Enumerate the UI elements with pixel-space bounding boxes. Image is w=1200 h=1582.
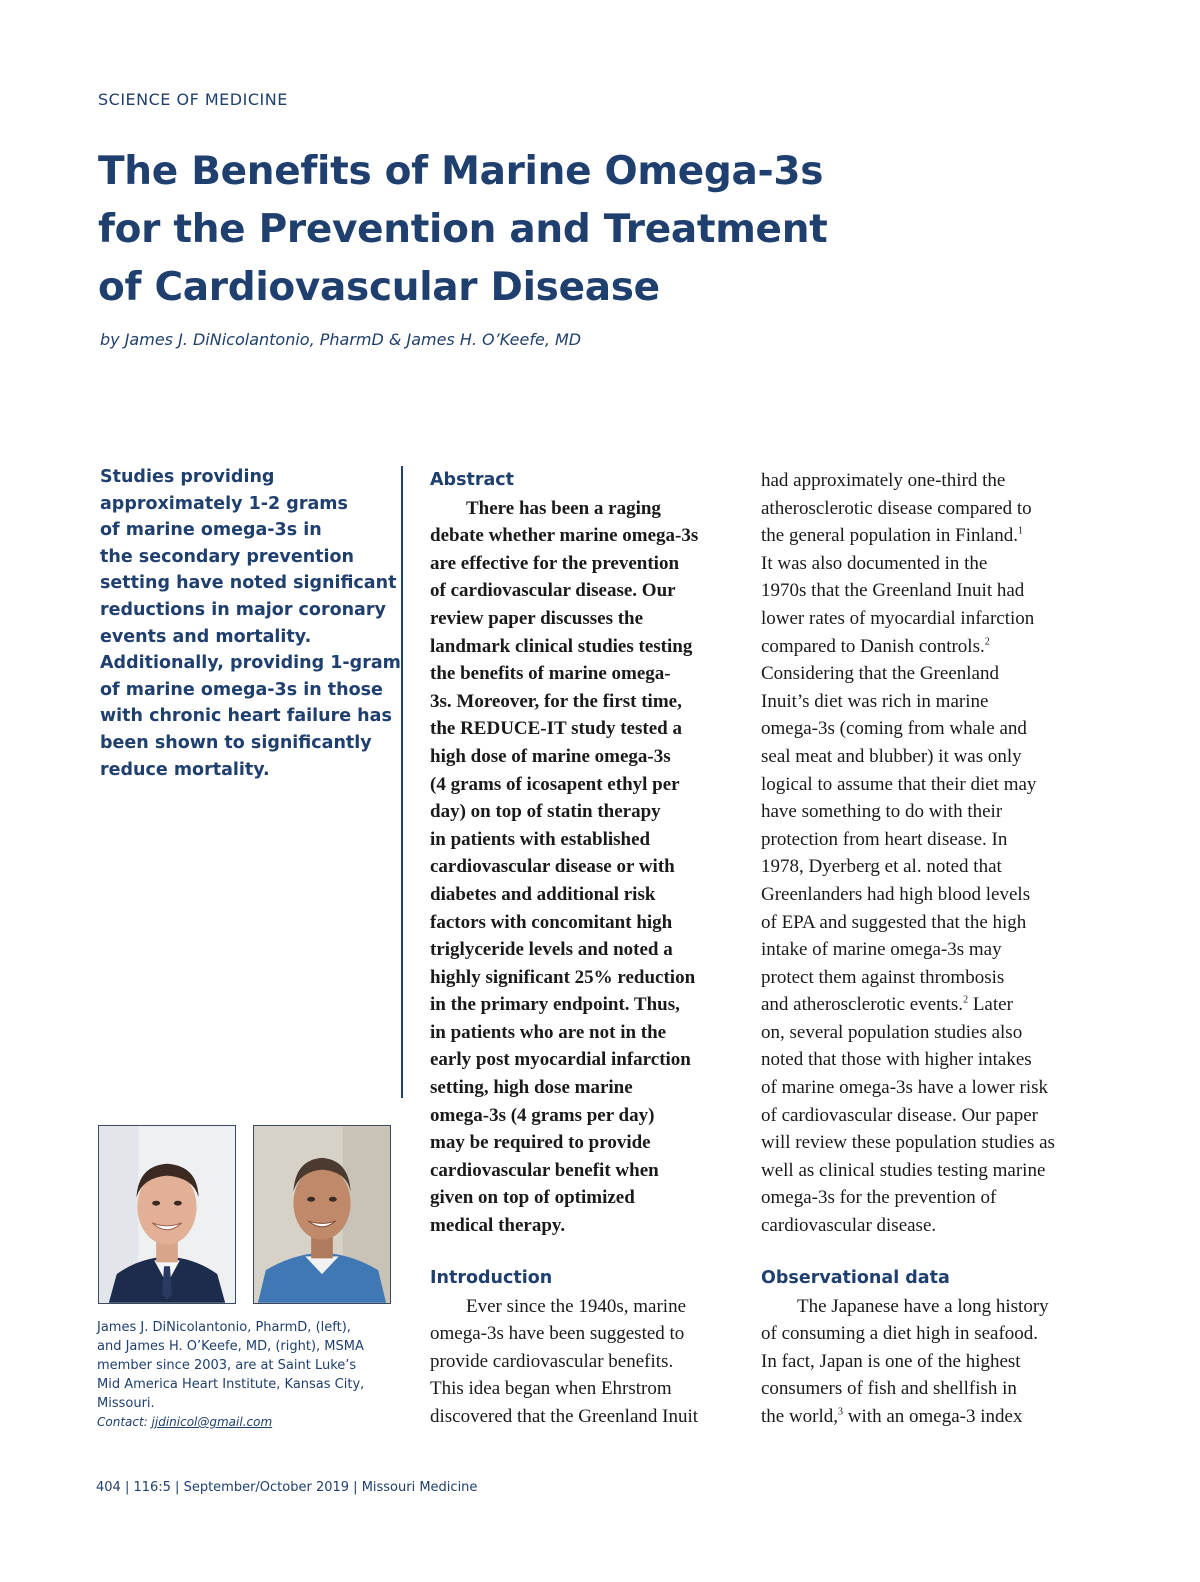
body-line: It was also documented in the bbox=[761, 552, 988, 574]
abstract-line: high dose of marine omega-3s bbox=[430, 745, 671, 767]
photo-caption bbox=[97, 1318, 387, 1432]
body-line: omega-3s for the prevention of bbox=[761, 1187, 997, 1209]
abstract-heading: Abstract bbox=[430, 470, 515, 490]
author-portrait-left bbox=[99, 1126, 235, 1303]
body-line: lower rates of myocardial infarction bbox=[761, 607, 1035, 629]
pull-quote-line: with chronic heart failure has bbox=[100, 706, 392, 727]
pull-quote-line: approximately 1-2 grams bbox=[100, 493, 348, 514]
body-line bbox=[761, 1403, 1081, 1431]
page-footer: 404 | 116:5 | September/October 2019 | Missouri Medicine bbox=[96, 1480, 478, 1495]
author-photo-right bbox=[253, 1125, 391, 1304]
article-title bbox=[98, 143, 858, 317]
body-text: the general population in Finland. bbox=[761, 525, 1018, 547]
body-text: with an omega-3 index bbox=[843, 1405, 1023, 1427]
body-text: and atherosclerotic events. bbox=[761, 994, 964, 1016]
body-line: will review these population studies as bbox=[761, 1132, 1055, 1154]
body-line: The Japanese have a long history bbox=[797, 1295, 1049, 1317]
body-line: consumers of fish and shellfish in bbox=[761, 1378, 1017, 1400]
observational-section bbox=[761, 1265, 1081, 1431]
abstract-line: in patients who are not in the bbox=[430, 1021, 667, 1043]
reference-mark: 2 bbox=[984, 636, 990, 648]
body-line: Considering that the Greenland bbox=[761, 663, 999, 685]
pull-quote bbox=[100, 464, 401, 783]
abstract-line: in the primary endpoint. Thus, bbox=[430, 994, 680, 1016]
author-portrait-right bbox=[254, 1126, 390, 1303]
reference-mark: 1 bbox=[1017, 525, 1023, 537]
body-line: provide cardiovascular benefits. bbox=[430, 1350, 674, 1372]
title-line: The Benefits of Marine Omega-3s bbox=[98, 149, 824, 194]
introduction-heading: Introduction bbox=[430, 1268, 553, 1288]
abstract-line: omega-3s (4 grams per day) bbox=[430, 1104, 655, 1126]
abstract-line: the benefits of marine omega- bbox=[430, 663, 671, 685]
abstract-line: the REDUCE-IT study tested a bbox=[430, 718, 682, 740]
body-text: compared to Danish controls. bbox=[761, 635, 985, 657]
abstract-line: may be required to provide bbox=[430, 1132, 651, 1154]
abstract-line: factors with concomitant high bbox=[430, 911, 673, 933]
section-label: SCIENCE OF MEDICINE bbox=[98, 90, 288, 109]
abstract-line: debate whether marine omega-3s bbox=[430, 525, 699, 547]
body-line: well as clinical studies testing marine bbox=[761, 1159, 1046, 1181]
observational-heading: Observational data bbox=[761, 1268, 950, 1288]
body-line: protection from heart disease. In bbox=[761, 828, 1008, 850]
body-line: logical to assume that their diet may bbox=[761, 773, 1037, 795]
abstract-section bbox=[430, 467, 740, 1240]
pull-quote-line: the secondary prevention bbox=[100, 546, 354, 567]
abstract-line: are effective for the prevention bbox=[430, 552, 680, 574]
body-text: the world, bbox=[761, 1405, 839, 1427]
body-line bbox=[761, 991, 1081, 1019]
reference-mark: 2 bbox=[963, 994, 969, 1006]
abstract-line: cardiovascular benefit when bbox=[430, 1159, 659, 1181]
abstract-line: highly significant 25% reduction bbox=[430, 966, 696, 988]
body-line: This idea began when Ehrstrom bbox=[430, 1378, 672, 1400]
caption-line: Missouri. bbox=[97, 1396, 155, 1411]
abstract-line: cardiovascular disease or with bbox=[430, 856, 675, 878]
body-line: 1970s that the Greenland Inuit had bbox=[761, 580, 1025, 602]
pull-quote-line: Additionally, providing 1-gram bbox=[100, 653, 401, 674]
pull-quote-line: setting have noted significant bbox=[100, 573, 397, 594]
body-line: cardiovascular disease. bbox=[761, 1215, 937, 1237]
body-line: Greenlanders had high blood levels bbox=[761, 883, 1031, 905]
abstract-line: setting, high dose marine bbox=[430, 1077, 633, 1099]
abstract-line: day) on top of statin therapy bbox=[430, 801, 661, 823]
pull-quote-line: been shown to significantly bbox=[100, 732, 372, 753]
body-text: Later bbox=[968, 994, 1013, 1016]
body-line bbox=[761, 633, 1081, 661]
body-line: Ever since the 1940s, marine bbox=[466, 1295, 687, 1317]
body-line: Inuit’s diet was rich in marine bbox=[761, 690, 989, 712]
abstract-line: of cardiovascular disease. Our bbox=[430, 580, 676, 602]
right-column-text bbox=[761, 467, 1081, 1240]
abstract-line: review paper discusses the bbox=[430, 607, 644, 629]
caption-contact bbox=[97, 1413, 387, 1432]
body-line: 1978, Dyerberg et al. noted that bbox=[761, 856, 1002, 878]
body-line: omega-3s (coming from whale and bbox=[761, 718, 1027, 740]
pull-quote-line: of marine omega-3s in bbox=[100, 520, 322, 541]
byline: by James J. DiNicolantonio, PharmD & James H. O’Keefe, MD bbox=[100, 330, 582, 349]
abstract-line: 3s. Moreover, for the first time, bbox=[430, 690, 682, 712]
title-line: for the Prevention and Treatment bbox=[98, 207, 828, 252]
pull-quote-line: events and mortality. bbox=[100, 626, 312, 647]
title-line: of Cardiovascular Disease bbox=[98, 265, 660, 310]
abstract-line: (4 grams of icosapent ethyl per bbox=[430, 773, 680, 795]
pull-quote-line: reductions in major coronary bbox=[100, 599, 386, 620]
author-photo-left bbox=[98, 1125, 236, 1304]
abstract-line: early post myocardial infarction bbox=[430, 1049, 691, 1071]
abstract-line: There has been a raging bbox=[466, 497, 661, 519]
body-line: intake of marine omega-3s may bbox=[761, 939, 1002, 961]
body-line: discovered that the Greenland Inuit bbox=[430, 1405, 699, 1427]
caption-line: member since 2003, are at Saint Luke’s bbox=[97, 1358, 357, 1373]
pull-quote-line: of marine omega-3s in those bbox=[100, 679, 383, 700]
abstract-line: landmark clinical studies testing bbox=[430, 635, 693, 657]
body-line: protect them against thrombosis bbox=[761, 966, 1005, 988]
body-line: atherosclerotic disease compared to bbox=[761, 497, 1032, 519]
pull-quote-line: Studies providing bbox=[100, 467, 275, 487]
body-line: of EPA and suggested that the high bbox=[761, 911, 1027, 933]
body-line: noted that those with higher intakes bbox=[761, 1049, 1032, 1071]
abstract-line: diabetes and additional risk bbox=[430, 883, 656, 905]
body-line: In fact, Japan is one of the highest bbox=[761, 1350, 1021, 1372]
abstract-line: medical therapy. bbox=[430, 1215, 566, 1237]
body-line: seal meat and blubber) it was only bbox=[761, 745, 1022, 767]
abstract-line: in patients with established bbox=[430, 828, 651, 850]
reference-mark: 3 bbox=[838, 1406, 844, 1418]
abstract-line: given on top of optimized bbox=[430, 1187, 635, 1209]
contact-email-link[interactable]: jjdinicol@gmail.com bbox=[151, 1415, 273, 1429]
body-line: have something to do with their bbox=[761, 801, 1003, 823]
body-line: had approximately one-third the bbox=[761, 470, 1006, 491]
column-divider bbox=[401, 466, 403, 1098]
body-line: on, several population studies also bbox=[761, 1021, 1023, 1043]
pull-quote-line: reduce mortality. bbox=[100, 759, 270, 780]
abstract-line: triglyceride levels and noted a bbox=[430, 939, 673, 961]
introduction-section bbox=[430, 1265, 740, 1431]
body-line: of consuming a diet high in seafood. bbox=[761, 1323, 1039, 1345]
body-line: omega-3s have been suggested to bbox=[430, 1323, 685, 1345]
body-line: of marine omega-3s have a lower risk bbox=[761, 1077, 1049, 1099]
contact-label: Contact: bbox=[97, 1415, 152, 1429]
caption-line: Mid America Heart Institute, Kansas City, bbox=[97, 1377, 365, 1392]
caption-line: and James H. O’Keefe, MD, (right), MSMA bbox=[97, 1339, 364, 1354]
body-line: of cardiovascular disease. Our paper bbox=[761, 1104, 1038, 1126]
body-line bbox=[761, 522, 1081, 550]
caption-line: James J. DiNicolantonio, PharmD, (left), bbox=[97, 1320, 351, 1335]
